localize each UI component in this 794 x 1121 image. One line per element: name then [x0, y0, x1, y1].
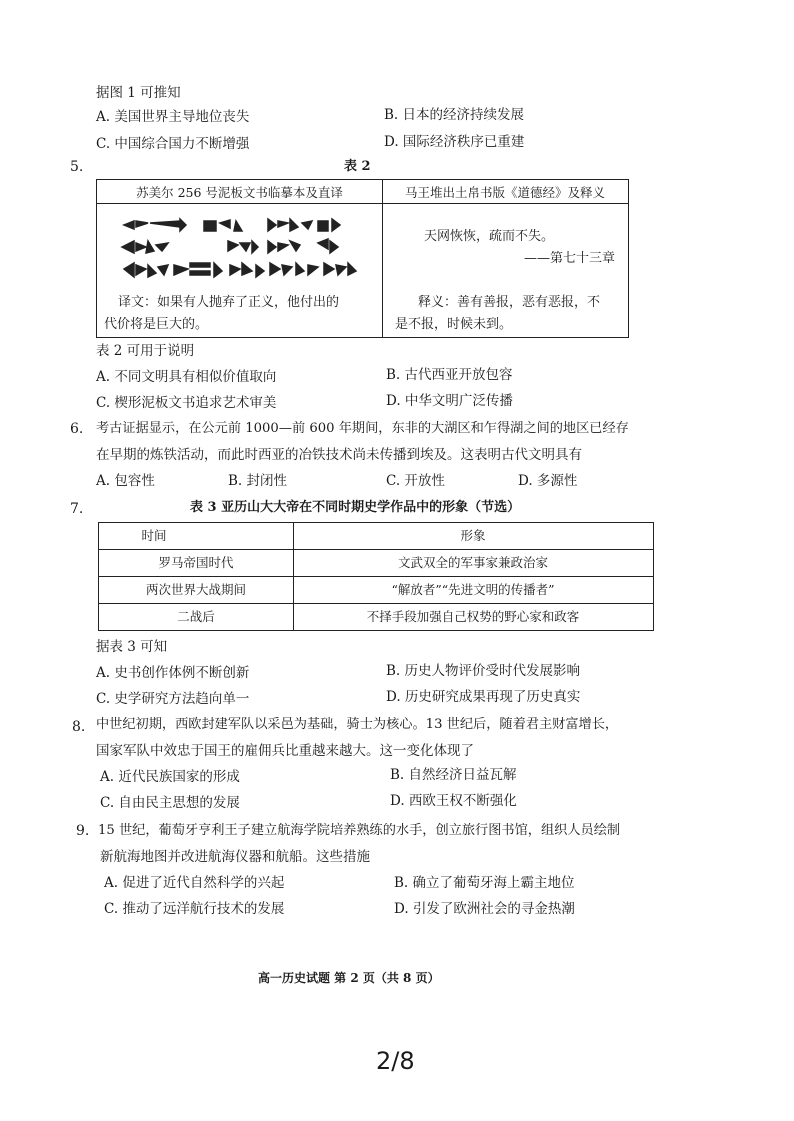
table3-row3-image: 不择手段加强自己权势的野心家和政客	[366, 609, 580, 624]
table3-row-line-2	[98, 576, 653, 577]
q6-stem-line2: 在早期的炼铁活动，而此时西亚的冶铁技术尚未传播到埃及。这表明古代文明具有	[96, 447, 582, 463]
table3-caption: 表 3 亚历山大大帝在不同时期史学作品中的形象（节选）	[190, 500, 521, 515]
q8-number: 8.	[72, 719, 86, 735]
q9-option-a: A. 促进了近代自然科学的兴起	[104, 875, 285, 891]
page-footer: 高一历史试题 第 2 页（共 8 页）	[258, 971, 440, 985]
q4-option-c: C. 中国综合国力不断增强	[96, 136, 250, 152]
table3-row1-time: 罗马帝国时代	[158, 555, 234, 570]
q9-stem-line2: 新航海地图并改进航海仪器和航船。这些措施	[100, 849, 370, 865]
q9-option-b: B. 确立了葡萄牙海上霸主地位	[394, 875, 575, 891]
table2-right-source: ——第七十三章	[524, 251, 616, 266]
table3-header-time: 时间	[141, 528, 167, 543]
q7-option-d: D. 历史研究成果再现了历史真实	[386, 689, 581, 705]
q8-option-a: A. 近代民族国家的形成	[100, 769, 240, 785]
q4-option-a: A. 美国世界主导地位丧失	[96, 109, 250, 125]
table2-header-line	[96, 203, 628, 204]
q8-option-b: B. 自然经济日益瓦解	[390, 767, 517, 783]
table3-row2-image: “解放者”“先进文明的传播者”	[391, 582, 555, 597]
q9-stem-line1: 15 世纪，葡萄牙亨利王子建立航海学院培养熟练的水手，创立旅行图书馆，组织人员绘制	[98, 823, 621, 838]
q5-option-c: C. 楔形泥板文书追求艺术审美	[96, 395, 277, 411]
q9-option-d: D. 引发了欧洲社会的寻金热潮	[394, 901, 575, 917]
q9-option-c: C. 推动了远洋航行技术的发展	[104, 901, 285, 917]
q4-stem: 据图 1 可推知	[96, 85, 181, 101]
table2-right-quote: 天网恢恢，疏而不失。	[424, 229, 555, 244]
table2-right-header: 马王堆出土帛书版《道德经》及释义	[404, 185, 605, 200]
q5-stem: 表 2 可用于说明	[96, 343, 195, 359]
q6-stem-line1: 考古证据显示，在公元前 1000—前 600 年期间，东非的大湖区和乍得湖之间的地区已经存	[96, 421, 629, 436]
q5-option-a: A. 不同文明具有相似价值取向	[96, 369, 277, 385]
q5-option-d: D. 中华文明广泛传播	[386, 393, 513, 409]
q7-option-b: B. 历史人物评价受时代发展影响	[386, 663, 581, 679]
q8-option-c: C. 自由民主思想的发展	[100, 795, 240, 811]
table2-caption: 表 2	[344, 159, 371, 174]
table2-left-header: 苏美尔 256 号泥板文书临摹本及直译	[136, 185, 343, 200]
q6-option-d: D. 多源性	[518, 473, 578, 489]
q6-option-b: B. 封闭性	[228, 473, 288, 489]
table2-left-translation-line1: 译文：如果有人抛弃了正义，他付出的	[118, 295, 340, 310]
q5-number: 5.	[70, 159, 84, 175]
q7-option-a: A. 史书创作体例不断创新	[96, 665, 250, 681]
table2-right-explain-line1: 释义：善有善报，恶有恶报，不	[418, 295, 601, 310]
q8-option-d: D. 西欧王权不断强化	[390, 793, 517, 809]
q9-number: 9.	[76, 823, 90, 839]
table2-left-translation-line2: 代价将是巨大的。	[104, 317, 209, 332]
q7-number: 7.	[70, 501, 84, 517]
table3-header-image: 形象	[460, 528, 486, 543]
q4-option-b: B. 日本的经济持续发展	[384, 107, 525, 123]
cuneiform-facsimile-image	[118, 213, 368, 293]
q6-option-c: C. 开放性	[386, 473, 445, 489]
q4-option-d: D. 国际经济秩序已重建	[384, 134, 525, 150]
q6-number: 6.	[70, 421, 84, 437]
q6-option-a: A. 包容性	[96, 473, 155, 489]
q8-stem-line1: 中世纪初期，西欧封建军队以采邑为基础，骑士为核心。13 世纪后，随着君主财富增长，	[96, 717, 619, 732]
table2-right-explain-line2: 是不报，时候未到。	[395, 317, 513, 332]
q7-stem: 据表 3 可知	[96, 639, 168, 655]
q7-option-c: C. 史学研究方法趋向单一	[96, 691, 250, 707]
table3-row2-time: 两次世界大战期间	[145, 582, 246, 597]
table3-row-line-1	[98, 549, 653, 550]
q8-stem-line2: 国家军队中效忠于国王的雇佣兵比重越来越大。这一变化体现了	[96, 743, 474, 759]
table3-row3-time: 二战后	[177, 609, 215, 624]
page-indicator: 2/8	[376, 1047, 415, 1075]
q5-option-b: B. 古代西亚开放包容	[386, 367, 513, 383]
table3-row-line-3	[98, 603, 653, 604]
table3-row1-image: 文武双全的军事家兼政治家	[397, 555, 548, 570]
